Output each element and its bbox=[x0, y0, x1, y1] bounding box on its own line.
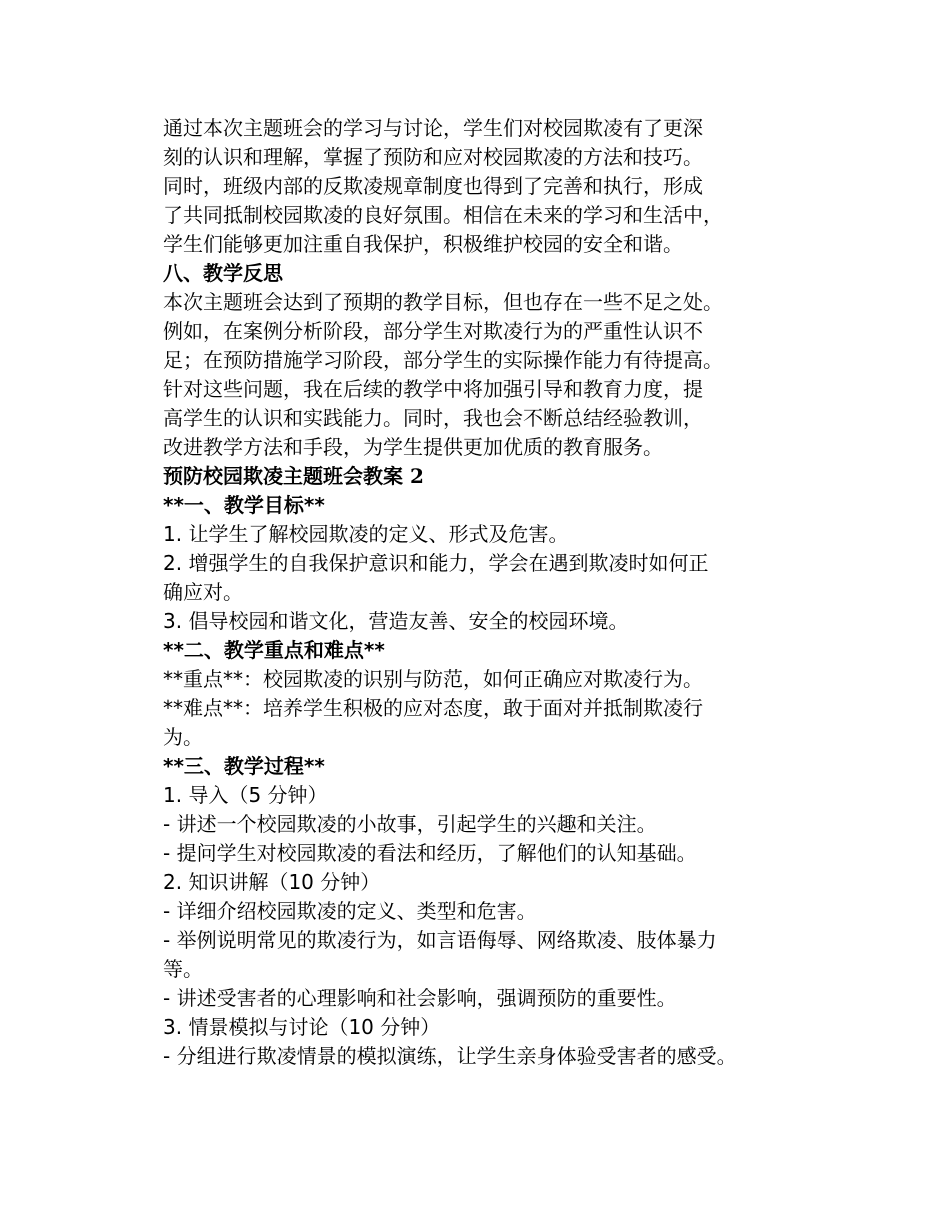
body-text-line: 足；在预防措施学习阶段，部分学生的实际操作能力有待提高。 bbox=[163, 348, 723, 372]
document-title: 预防校园欺凌主题班会教案 2 bbox=[163, 464, 424, 488]
body-text-line: 3. 情景模拟与讨论（10 分钟） bbox=[163, 1015, 441, 1039]
body-text-line: **难点**：培养学生积极的应对态度，敢于面对并抵制欺凌行 bbox=[163, 696, 703, 720]
body-text-line: 刻的认识和理解，掌握了预防和应对校园欺凌的方法和技巧。 bbox=[163, 145, 703, 169]
body-text-line: 针对这些问题，我在后续的教学中将加强引导和教育力度，提 bbox=[163, 377, 703, 401]
body-text-line: 同时，班级内部的反欺凌规章制度也得到了完善和执行，形成 bbox=[163, 174, 703, 198]
section-heading: **一、教学目标** bbox=[163, 493, 325, 517]
body-text-line: 改进教学方法和手段，为学生提供更加优质的教育服务。 bbox=[163, 435, 663, 459]
section-heading: 八、教学反思 bbox=[163, 261, 283, 285]
body-text-line: 1. 让学生了解校园欺凌的定义、形式及危害。 bbox=[163, 522, 569, 546]
body-text-line: 例如，在案例分析阶段，部分学生对欺凌行为的严重性认识不 bbox=[163, 319, 703, 343]
body-text-line: 高学生的认识和实践能力。同时，我也会不断总结经验教训， bbox=[163, 406, 703, 430]
body-text-line: - 详细介绍校园欺凌的定义、类型和危害。 bbox=[163, 899, 537, 923]
body-text-line: 确应对。 bbox=[163, 580, 243, 604]
body-text-line: 1. 导入（5 分钟） bbox=[163, 783, 328, 807]
body-text-line: 等。 bbox=[163, 957, 203, 981]
body-text-line: 2. 知识讲解（10 分钟） bbox=[163, 870, 381, 894]
section-heading: **三、教学过程** bbox=[163, 754, 325, 778]
section-heading: **二、教学重点和难点** bbox=[163, 638, 385, 662]
body-text-line: **重点**：校园欺凌的识别与防范，如何正确应对欺凌行为。 bbox=[163, 667, 703, 691]
body-text-line: - 举例说明常见的欺凌行为，如言语侮辱、网络欺凌、肢体暴力 bbox=[163, 928, 717, 952]
body-text-line: 2. 增强学生的自我保护意识和能力，学会在遇到欺凌时如何正 bbox=[163, 551, 709, 575]
body-text-line: 了共同抵制校园欺凌的良好氛围。相信在未来的学习和生活中， bbox=[163, 203, 723, 227]
body-text-line: 学生们能够更加注重自我保护，积极维护校园的安全和谐。 bbox=[163, 232, 683, 256]
body-text-line: 通过本次主题班会的学习与讨论，学生们对校园欺凌有了更深 bbox=[163, 116, 703, 140]
body-text-line: - 讲述受害者的心理影响和社会影响，强调预防的重要性。 bbox=[163, 986, 677, 1010]
body-text-line: - 提问学生对校园欺凌的看法和经历，了解他们的认知基础。 bbox=[163, 841, 697, 865]
document-body bbox=[163, 114, 803, 1071]
body-text-line: - 讲述一个校园欺凌的小故事，引起学生的兴趣和关注。 bbox=[163, 812, 657, 836]
body-text-line: 为。 bbox=[163, 725, 203, 749]
body-text-line: 3. 倡导校园和谐文化，营造友善、安全的校园环境。 bbox=[163, 609, 629, 633]
body-text-line: - 分组进行欺凌情景的模拟演练，让学生亲身体验受害者的感受。 bbox=[163, 1044, 737, 1068]
body-text-line: 本次主题班会达到了预期的教学目标，但也存在一些不足之处。 bbox=[163, 290, 723, 314]
